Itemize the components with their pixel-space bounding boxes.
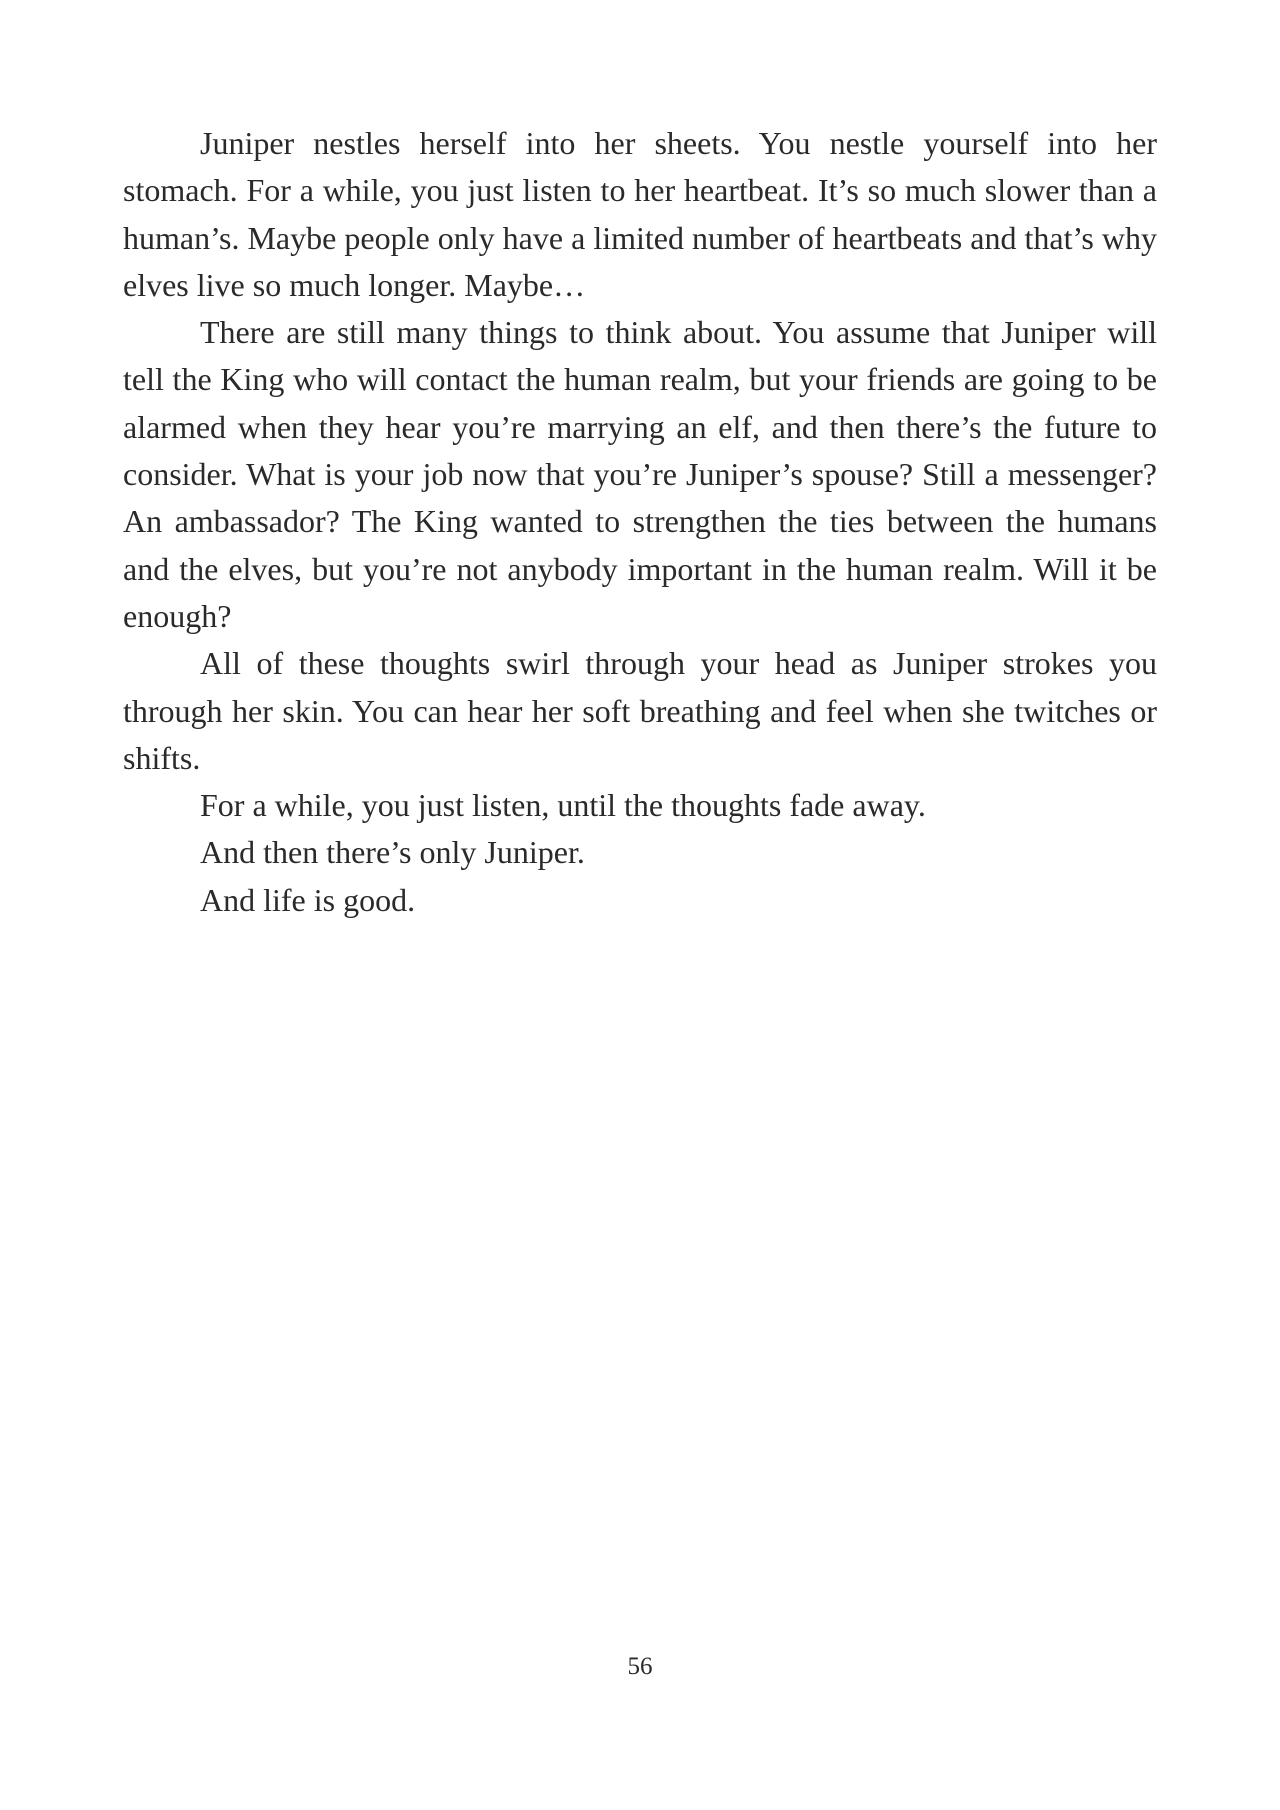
paragraph-3: All of these thoughts swirl through your head as Juniper strokes you through her skin. You can hear her soft breathing and feel when she twitches or shifts. — [123, 645, 1157, 776]
page-number: 56 — [627, 1653, 653, 1680]
paragraph-5: And then there’s only Juniper. — [200, 834, 585, 871]
paragraph-6: And life is good. — [200, 881, 416, 918]
paragraph-1: Juniper nestles herself into her sheets. You nestle yourself into her stomach. For a while, you just listen to her heartbeat. It’s so much slower than a human’s. Maybe people only have a limited number of heartbeats and that’s why elves live so much longer. Maybe… — [123, 125, 1157, 303]
paragraph-2: There are still many things to think about. You assume that Juniper will tell the King who will contact the human realm, but your friends are going to be alarmed when they hear you’re marrying an elf, and then there’s the future to consider. What is your job now that you’re Juniper’s spouse? Still a messenger? An ambassador? The King wanted to strengthen the ties between the humans and the elves, but you’re not anybody important in the human realm. Will it be enough? — [123, 314, 1157, 634]
body-text — [123, 120, 1157, 924]
paragraph-4: For a while, you just listen, until the thoughts fade away. — [200, 787, 926, 824]
